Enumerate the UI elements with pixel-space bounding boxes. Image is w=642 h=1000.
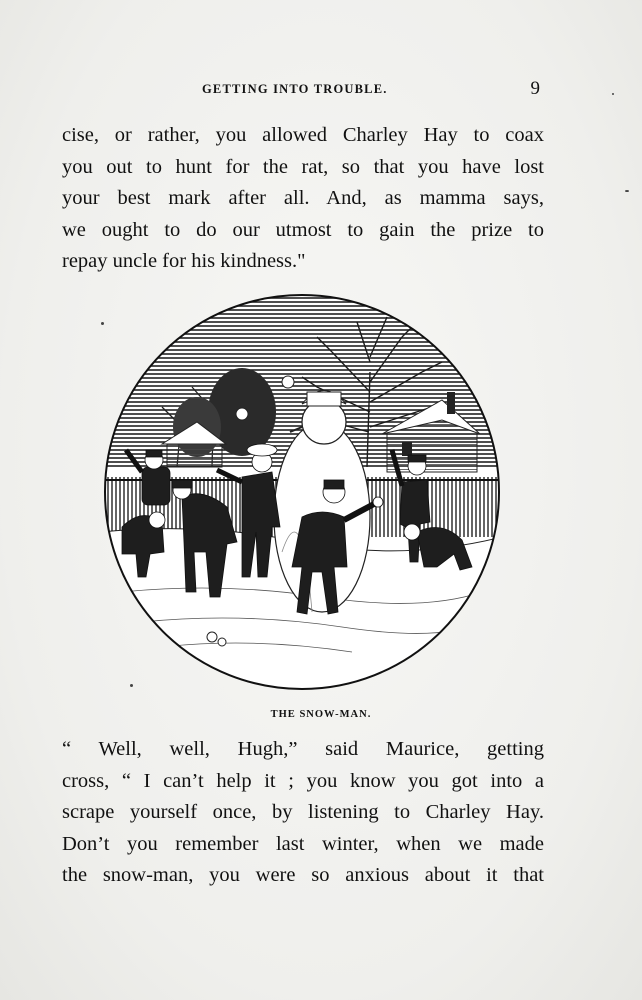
- text-line: cise, or rather, you allowed Charley Hay to coax: [62, 124, 544, 146]
- print-speck: [625, 190, 629, 192]
- text-line: the snow-man, you were so anxious about it that: [62, 864, 544, 886]
- text-line: you out to hunt for the rat, so that you have lost: [62, 155, 544, 178]
- text-line: cross, “ I can’t help it ; you know you got into a: [62, 769, 544, 792]
- text-line: “ Well, well, Hugh,” said Maurice, getting: [62, 738, 544, 760]
- print-speck: [130, 684, 133, 687]
- page-number: 9: [530, 78, 540, 99]
- running-title: GETTING INTO TROUBLE.: [202, 82, 388, 96]
- text-line: repay uncle for his kindness.": [62, 250, 306, 272]
- text-line: your best mark after all. And, as mamma says,: [62, 187, 544, 209]
- text-line: Don’t you remember last winter, when we made: [62, 832, 544, 855]
- print-speck: [612, 93, 614, 95]
- paragraph-bottom: [62, 734, 544, 892]
- print-speck: [101, 322, 104, 325]
- paragraph-top: [62, 120, 544, 278]
- illustration-caption: THE SNOW-MAN.: [270, 709, 372, 720]
- snow-man-engraving: [102, 292, 502, 692]
- text-line: we ought to do our utmost to gain the prize to: [62, 218, 544, 241]
- running-head: [62, 78, 542, 102]
- text-line: scrape yourself once, by listening to Charley Hay.: [62, 801, 544, 823]
